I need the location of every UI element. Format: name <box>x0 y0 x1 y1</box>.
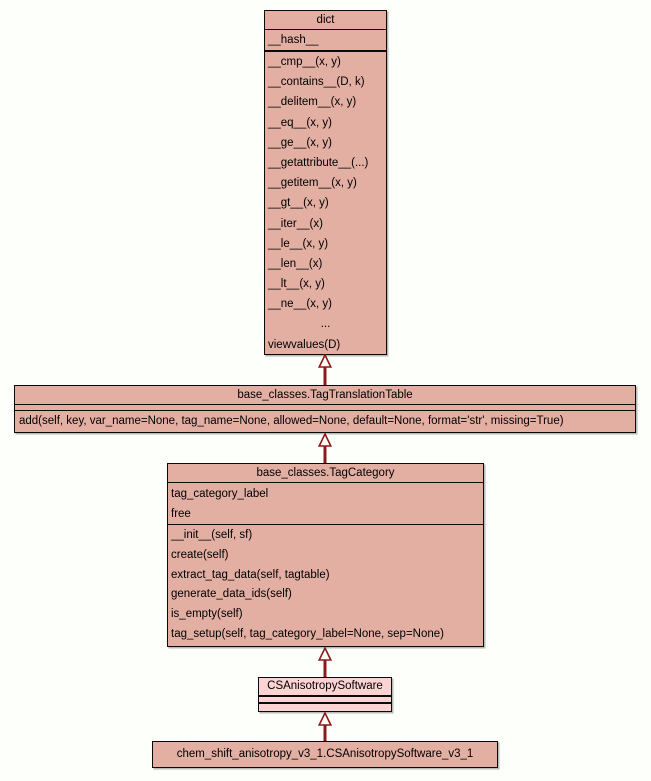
method-row: __contains__(D, k) <box>268 76 365 89</box>
inheritance-arrow-tagtranslationtable-to-dict <box>317 354 333 385</box>
method-row: __init__(self, sf) <box>171 529 253 541</box>
method-row: viewvalues(D) <box>268 338 341 351</box>
methods-compartment-empty <box>259 704 391 709</box>
inheritance-arrow-csanisotropysoftware-to-tagcategory <box>317 647 333 677</box>
class-title-dict[interactable]: dict <box>265 11 386 30</box>
class-title-csanisotropysoftware[interactable]: CSAnisotropySoftware <box>259 678 391 697</box>
class-box-dict[interactable] <box>264 10 387 355</box>
method-row: extract_tag_data(self, tagtable) <box>171 568 330 581</box>
method-row: __gt__(x, y) <box>268 197 329 210</box>
method-row: __ne__(x, y) <box>268 298 332 311</box>
method-row: __cmp__(x, y) <box>268 56 341 68</box>
attributes-compartment-empty <box>259 697 391 704</box>
method-row: is_empty(self) <box>171 608 243 621</box>
method-row: __len__(x) <box>268 257 323 270</box>
method-row: __getattribute__(...) <box>268 156 369 169</box>
method-row: __le__(x, y) <box>268 237 329 250</box>
method-row: __getitem__(x, y) <box>268 177 357 190</box>
attribute-row: tag_category_label <box>171 488 269 500</box>
class-box-tagtranslationtable[interactable] <box>14 385 636 433</box>
class-box-csanisotropysoftware[interactable] <box>258 677 392 712</box>
inheritance-arrow-tagcategory-to-tagtranslationtable <box>317 433 333 463</box>
attribute-row: free <box>171 508 191 520</box>
class-box-csanisotropysoftware-v3-1[interactable] <box>152 741 498 768</box>
attribute-row: __hash__ <box>268 34 319 46</box>
method-row: generate_data_ids(self) <box>171 588 292 601</box>
inheritance-arrow-v31-to-csanisotropysoftware <box>317 712 333 741</box>
class-title-tagcategory[interactable]: base_classes.TagCategory <box>168 464 483 483</box>
attributes-compartment <box>168 483 483 525</box>
attributes-compartment <box>265 30 386 52</box>
method-row: __ge__(x, y) <box>268 136 332 149</box>
methods-ellipsis-row: ... <box>320 318 331 331</box>
method-row: tag_setup(self, tag_category_label=None, sep=None) <box>171 627 444 640</box>
method-row: __eq__(x, y) <box>268 116 332 129</box>
class-box-tagcategory[interactable] <box>167 463 484 647</box>
method-row: create(self) <box>171 548 229 561</box>
methods-compartment <box>265 52 386 355</box>
methods-compartment <box>15 411 635 432</box>
method-row: __iter__(x) <box>268 217 323 230</box>
method-row: __lt__(x, y) <box>268 278 325 291</box>
method-row: add(self, key, var_name=None, tag_name=None, allowed=None, default=None, format='str', missing=True) <box>19 415 564 427</box>
methods-compartment <box>168 525 483 645</box>
class-title-tagtranslationtable[interactable]: base_classes.TagTranslationTable <box>15 386 635 405</box>
method-row: __delitem__(x, y) <box>268 96 357 109</box>
class-title-csanisotropysoftware-v3-1[interactable]: chem_shift_anisotropy_v3_1.CSAnisotropySoftware_v3_1 <box>176 748 474 760</box>
